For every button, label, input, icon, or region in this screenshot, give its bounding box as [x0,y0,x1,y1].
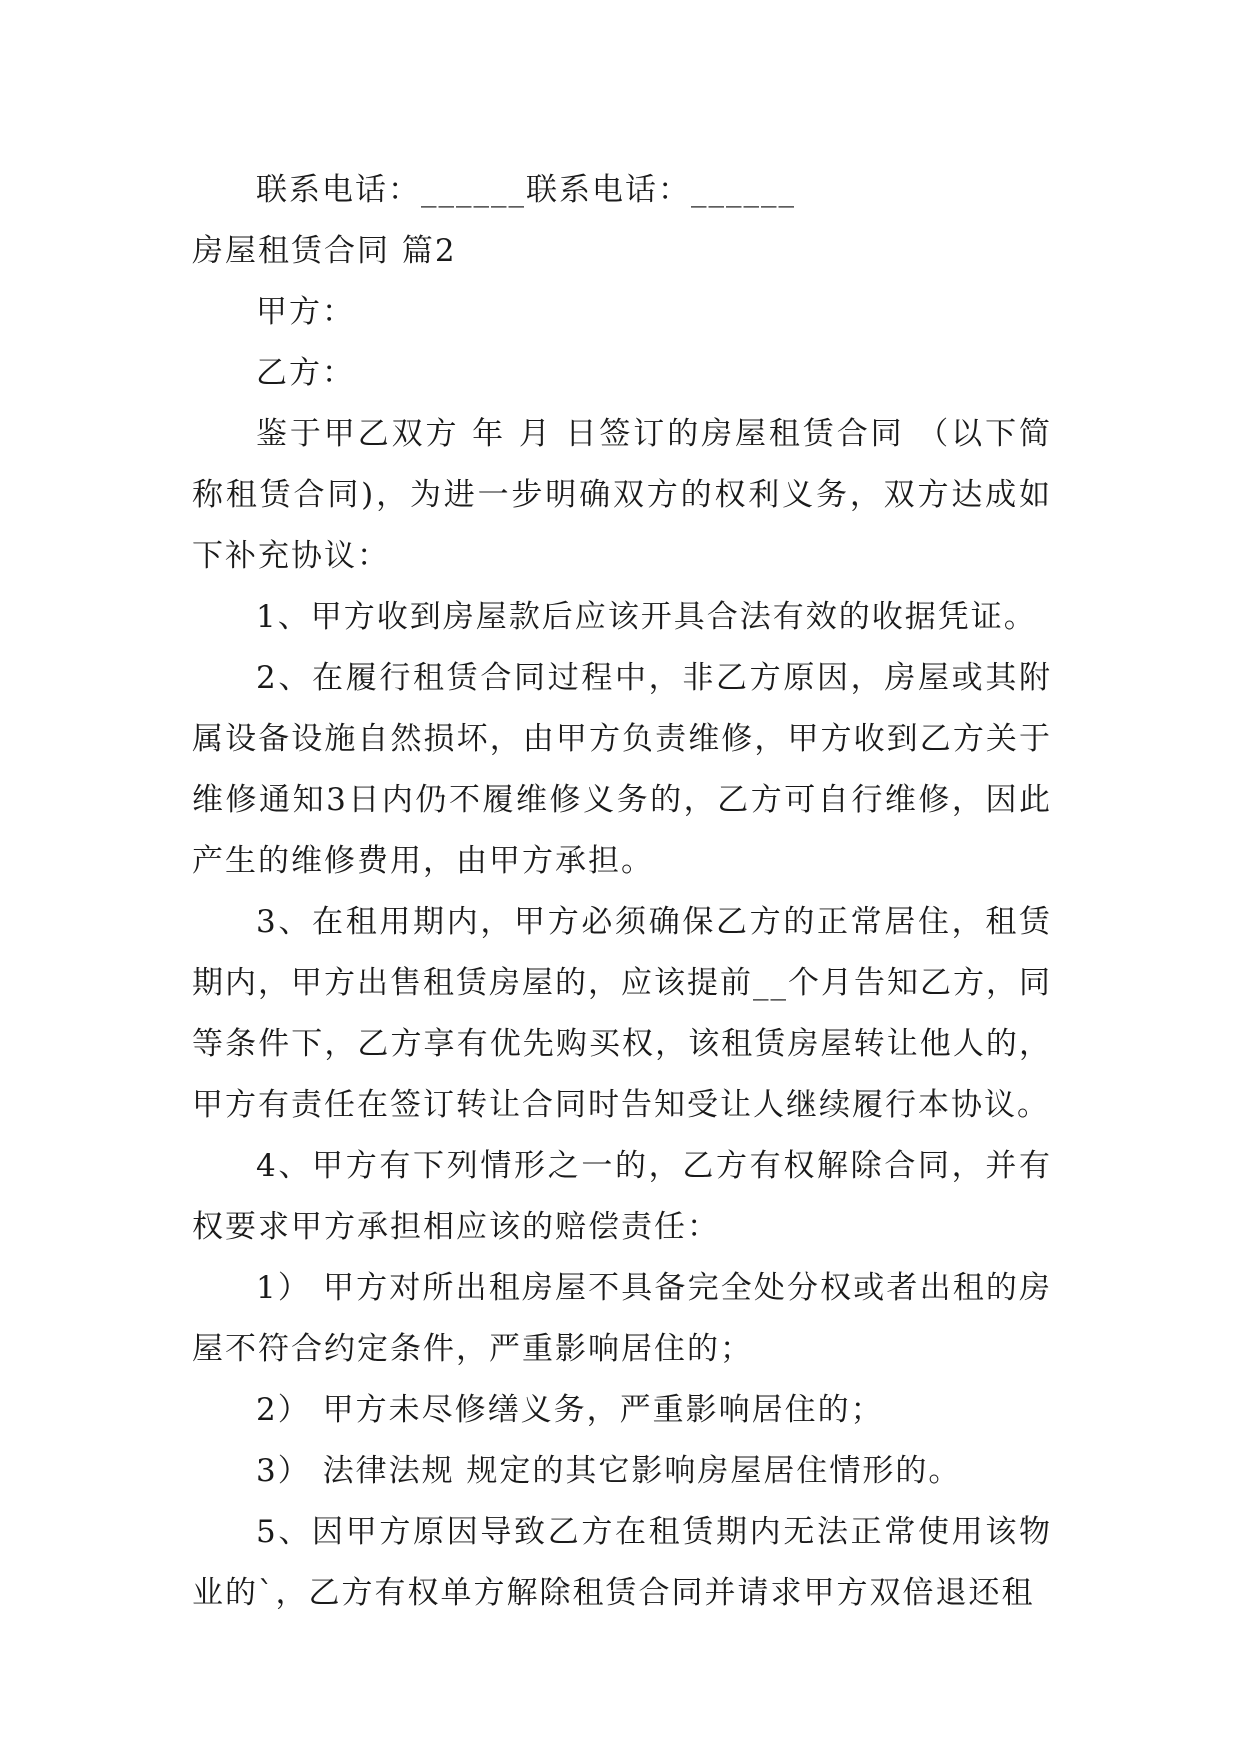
clause-4: 4、甲方有下列情形之一的，乙方有权解除合同，并有权要求甲方承担相应该的赔偿责任： [192,1148,1052,1245]
document-body [192,160,1052,1624]
clause-4-item-1: 1） 甲方对所出租房屋不具备完全处分权或者出租的房屋不符合约定条件，严重影响居住的； [192,1270,1052,1367]
clause-4-item-2: 2） 甲方未尽修缮义务，严重影响居住的； [256,1392,884,1428]
contact-phone-line: 联系电话：______联系电话：______ [256,172,796,208]
party-a-label: 甲方： [256,294,355,330]
intro-paragraph: 鉴于甲乙双方 年 月 日签订的房屋租赁合同 （以下简称租赁合同)，为进一步明确双方的权利义务，双方达成如下补充协议： [192,416,1052,574]
clause-1: 1、甲方收到房屋款后应该开具合法有效的收据凭证。 [256,599,1037,635]
clause-4-item-3: 3） 法律法规 规定的其它影响房屋居住情形的。 [256,1453,962,1489]
clause-3: 3、在租用期内，甲方必须确保乙方的正常居住，租赁期内，甲方出售租赁房屋的，应该提前__个月告知乙方，同等条件下，乙方享有优先购买权，该租赁房屋转让他人的，甲方有责任在签订转让合同时告知受让人继续履行本协议。 [192,904,1052,1123]
section-title: 房屋租赁合同 篇2 [192,233,457,269]
clause-5: 5、因甲方原因导致乙方在租赁期内无法正常使用该物业的`，乙方有权单方解除租赁合同并请求甲方双倍退还租 [192,1514,1052,1611]
party-b-label: 乙方： [256,355,355,391]
clause-2: 2、在履行租赁合同过程中，非乙方原因，房屋或其附属设备设施自然损坏，由甲方负责维修，甲方收到乙方关于维修通知3日内仍不履维修义务的，乙方可自行维修，因此产生的维修费用，由甲方承担。 [192,660,1052,879]
